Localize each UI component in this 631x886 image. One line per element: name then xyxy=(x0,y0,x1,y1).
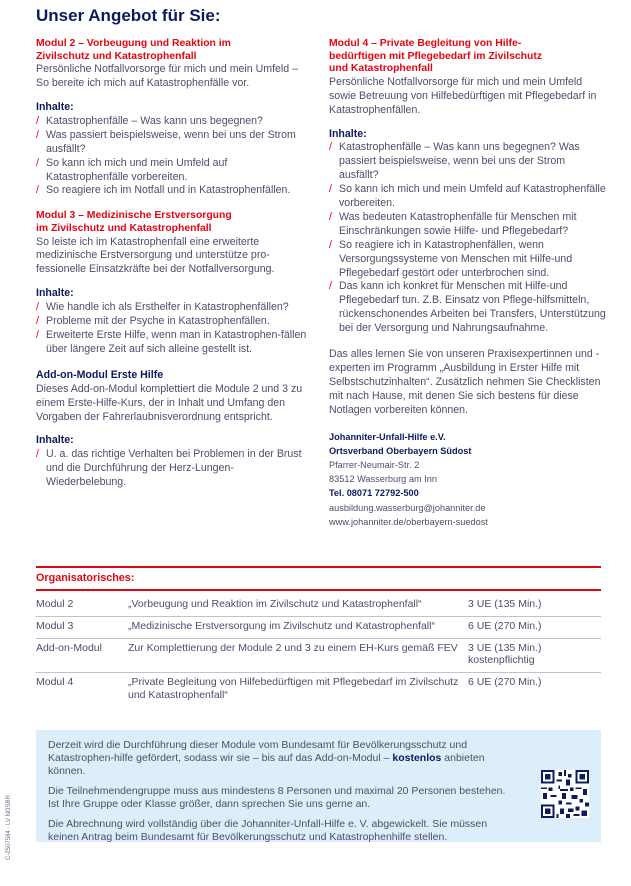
left-column xyxy=(36,38,308,502)
right-column xyxy=(329,38,606,529)
modul3-title-line2: im Zivilschutz und Katastrophenfall xyxy=(36,222,212,234)
document-code: C-2507584 · LV NOSBR xyxy=(6,795,12,860)
modul2-inhalte-label: Inhalte: xyxy=(36,101,74,113)
addon-items xyxy=(36,448,308,490)
modul3-items xyxy=(36,301,308,357)
organisatorisches-heading: Organisatorisches: xyxy=(36,566,601,584)
cell-duration: 3 UE (135 Min.) xyxy=(468,595,601,616)
slash-bullet-icon: / xyxy=(329,183,332,196)
slash-bullet-icon: / xyxy=(329,280,332,293)
qr-code-icon[interactable] xyxy=(541,770,589,818)
contact-city: 83512 Wasserburg am Inn xyxy=(329,474,437,485)
addon-title: Add-on-Modul Erste Hilfe xyxy=(36,368,164,381)
modul3-title xyxy=(36,210,308,235)
slash-bullet-icon: / xyxy=(36,184,39,197)
modul4-title-line2: bedürftigen mit Pflegebedarf im Zivilschutz xyxy=(329,50,543,62)
slash-bullet-icon: / xyxy=(36,128,39,141)
list-item: / So kann ich mich und mein Umfeld auf Katastrophenfälle vorbereiten. xyxy=(36,156,228,183)
modul3-text: So leiste ich im Katastrophenfall eine erweiterte medizinische Erstversorgung und unterstütze pro-fessionelle Einsatzkräfte bei der Notfallversorgung. xyxy=(36,235,275,276)
list-item: / Was passiert beispielsweise, wenn bei uns der Strom ausfällt? xyxy=(36,128,296,155)
cell-duration: 6 UE (270 Min.) xyxy=(468,616,601,638)
addon-text: Dieses Add-on-Modul komplettiert die Module 2 und 3 zu einem Erste-Hilfe-Kurs, der in Inhalt und Umfang den Vorgaben der Fahrerlaubnisverordnung entspricht. xyxy=(36,382,303,423)
slash-bullet-icon: / xyxy=(329,238,332,251)
cell-duration: 3 UE (135 Min.) kostenpflichtig xyxy=(468,638,601,673)
info-paragraph-3: Die Abrechnung wird vollständig über die Johanniter-Unfall-Hilfe e. V. abgewickelt. Sie müssen keinen Antrag beim Bundesamt für Bevölkerungsschutz und Katastrophenhilfe stellen. xyxy=(48,818,488,843)
list-item: / Wie handle ich als Ersthelfer in Katastrophenfällen? xyxy=(36,301,289,314)
table-row xyxy=(36,616,601,638)
modul3-inhalte-label: Inhalte: xyxy=(36,287,74,300)
cell-module: Modul 4 xyxy=(36,676,74,689)
table-row xyxy=(36,595,601,616)
slash-bullet-icon: / xyxy=(36,114,39,127)
list-item: / Erweiterte Erste Hilfe, wenn man in Katastrophen-fällen über längere Zeit auf sich alleine gestellt ist. xyxy=(36,328,307,355)
cost-note: kostenpflichtig xyxy=(468,654,535,667)
cell-module: Modul 2 xyxy=(36,595,128,616)
slash-bullet-icon: / xyxy=(36,448,39,461)
table-row xyxy=(36,673,601,707)
cell-description: „Vorbeugung und Reaktion im Zivilschutz und Katastrophenfall“ xyxy=(128,595,468,616)
slash-bullet-icon: / xyxy=(329,141,332,154)
list-item: / So kann ich mich und mein Umfeld auf Katastrophenfälle vorbereiten. xyxy=(329,183,606,210)
contact-org: Johanniter-Unfall-Hilfe e.V. xyxy=(329,431,446,442)
cell-description: „Private Begleitung von Hilfebedürftigen mit Pflegebedarf im Zivilschutz und Katastrophenfall“ xyxy=(128,676,459,701)
contact-phone[interactable]: Tel. 08071 72792-500 xyxy=(329,488,419,499)
modul4-inhalte-label: Inhalte: xyxy=(329,127,367,140)
modul4-items xyxy=(329,141,606,336)
list-item: / U. a. das richtige Verhalten bei Problemen in der Brust und die Durchführung der Herz-Lungen-Wiederbelebung. xyxy=(36,448,302,489)
list-item: / Probleme mit der Psyche in Katastrophenfällen. xyxy=(36,315,270,328)
info-paragraph-2: Die Teilnehmendengruppe muss aus mindestens 8 Personen und maximal 20 Personen bestehen. Ist Ihre Gruppe oder Klasse größer, dann sprechen Sie uns gerne an. xyxy=(48,785,506,810)
info-box xyxy=(36,730,601,842)
slash-bullet-icon: / xyxy=(36,315,39,328)
modul4-text: Persönliche Notfallvorsorge für mich und mein Umfeld sowie Betreuung von Hilfebedürftigen mit Pflegebedarf in Katastrophenfällen. xyxy=(329,75,597,116)
modul2-title-line1: Modul 2 – Vorbeugung und Reaktion im xyxy=(36,38,231,49)
contact-street: Pfarrer-Neumair-Str. 2 xyxy=(329,460,420,471)
contact-branch: Ortsverband Oberbayern Südost xyxy=(329,445,472,456)
cell-description: „Medizinische Erstversorgung im Zivilschutz und Katastrophenfall“ xyxy=(128,616,468,638)
slash-bullet-icon: / xyxy=(36,301,39,314)
modul4-title xyxy=(329,38,606,76)
cell-module: Add-on-Modul xyxy=(36,638,128,673)
modul2-items xyxy=(36,115,308,198)
contact-web-link[interactable]: www.johanniter.de/oberbayern-suedost xyxy=(329,516,488,527)
cell-duration: 6 UE (270 Min.) xyxy=(468,676,542,689)
addon-inhalte-label: Inhalte: xyxy=(36,434,74,447)
cell-description: Zur Komplettierung der Module 2 und 3 zu einem EH-Kurs gemäß FEV xyxy=(128,638,468,673)
modul2-title xyxy=(36,38,308,63)
contact-email-link[interactable]: ausbildung.wasserburg@johanniter.de xyxy=(329,502,486,513)
cell-module: Modul 3 xyxy=(36,616,128,638)
table-row xyxy=(36,638,601,673)
list-item: / Das kann ich konkret für Menschen mit Hilfe-und Pflegebedarf tun. Z.B. Einsatz von Pflege-hilfsmitteln, rückenschonendes Arbeiten bei Transfers, Unterstützung bei der Versorgung und Nahrungsaufnahme. xyxy=(329,280,606,335)
list-item: / Katastrophenfälle – Was kann uns begegnen? Was passiert beispielsweise, wenn bei uns der Strom ausfällt? xyxy=(329,141,580,182)
slash-bullet-icon: / xyxy=(36,156,39,169)
slash-bullet-icon: / xyxy=(329,210,332,223)
list-item: / So reagiere ich im Notfall und in Katastrophenfällen. xyxy=(36,184,291,197)
heading-divider xyxy=(36,589,601,591)
modul4-title-line3: und Katastrophenfall xyxy=(329,63,433,75)
outro-text: Das alles lernen Sie von unseren Praxisexpertinnen und -experten im Programm „Ausbildung in Erster Hilfe mit Selbstschutzinhalten“. Zusätzlich nehmen Sie Checklisten mit nach Hause, mit denen Sie sich bestens für diese Notlagen vorbereiten können. xyxy=(329,348,601,416)
modul2-title-line2: Zivilschutz und Katastrophenfall xyxy=(36,50,197,62)
contact-block xyxy=(329,430,606,529)
list-item: / So reagiere ich in Katastrophenfällen, wenn Versorgungssysteme von Menschen mit Hilfe-und Pflegebedarf gestört oder unterbrochen sind. xyxy=(329,238,573,279)
list-item: / Was bedeuten Katastrophenfälle für Menschen mit Einschränkungen sowie Hilfe- und Pflegebedarf? xyxy=(329,210,577,237)
info-paragraph-1: Derzeit wird die Durchführung dieser Module vom Bundesamt für Bevölkerungsschutz und Katastrophen-hilfe gefördert, sodass wir sie – bis auf das Add-on-Modul – kostenlos anbieten können. xyxy=(48,739,485,777)
page-title: Unser Angebot für Sie: xyxy=(36,6,221,25)
modul4-title-line1: Modul 4 – Private Begleitung von Hilfe- xyxy=(329,38,522,49)
organisatorisches-table xyxy=(36,595,601,707)
modul3-title-line1: Modul 3 – Medizinische Erstversorgung xyxy=(36,210,232,222)
modul2-text: Persönliche Notfallvorsorge für mich und mein Umfeld – So bereite ich mich auf Katastrophenfälle vor. xyxy=(36,63,299,90)
slash-bullet-icon: / xyxy=(36,328,39,341)
list-item: / Katastrophenfälle – Was kann uns begegnen? xyxy=(36,114,263,127)
